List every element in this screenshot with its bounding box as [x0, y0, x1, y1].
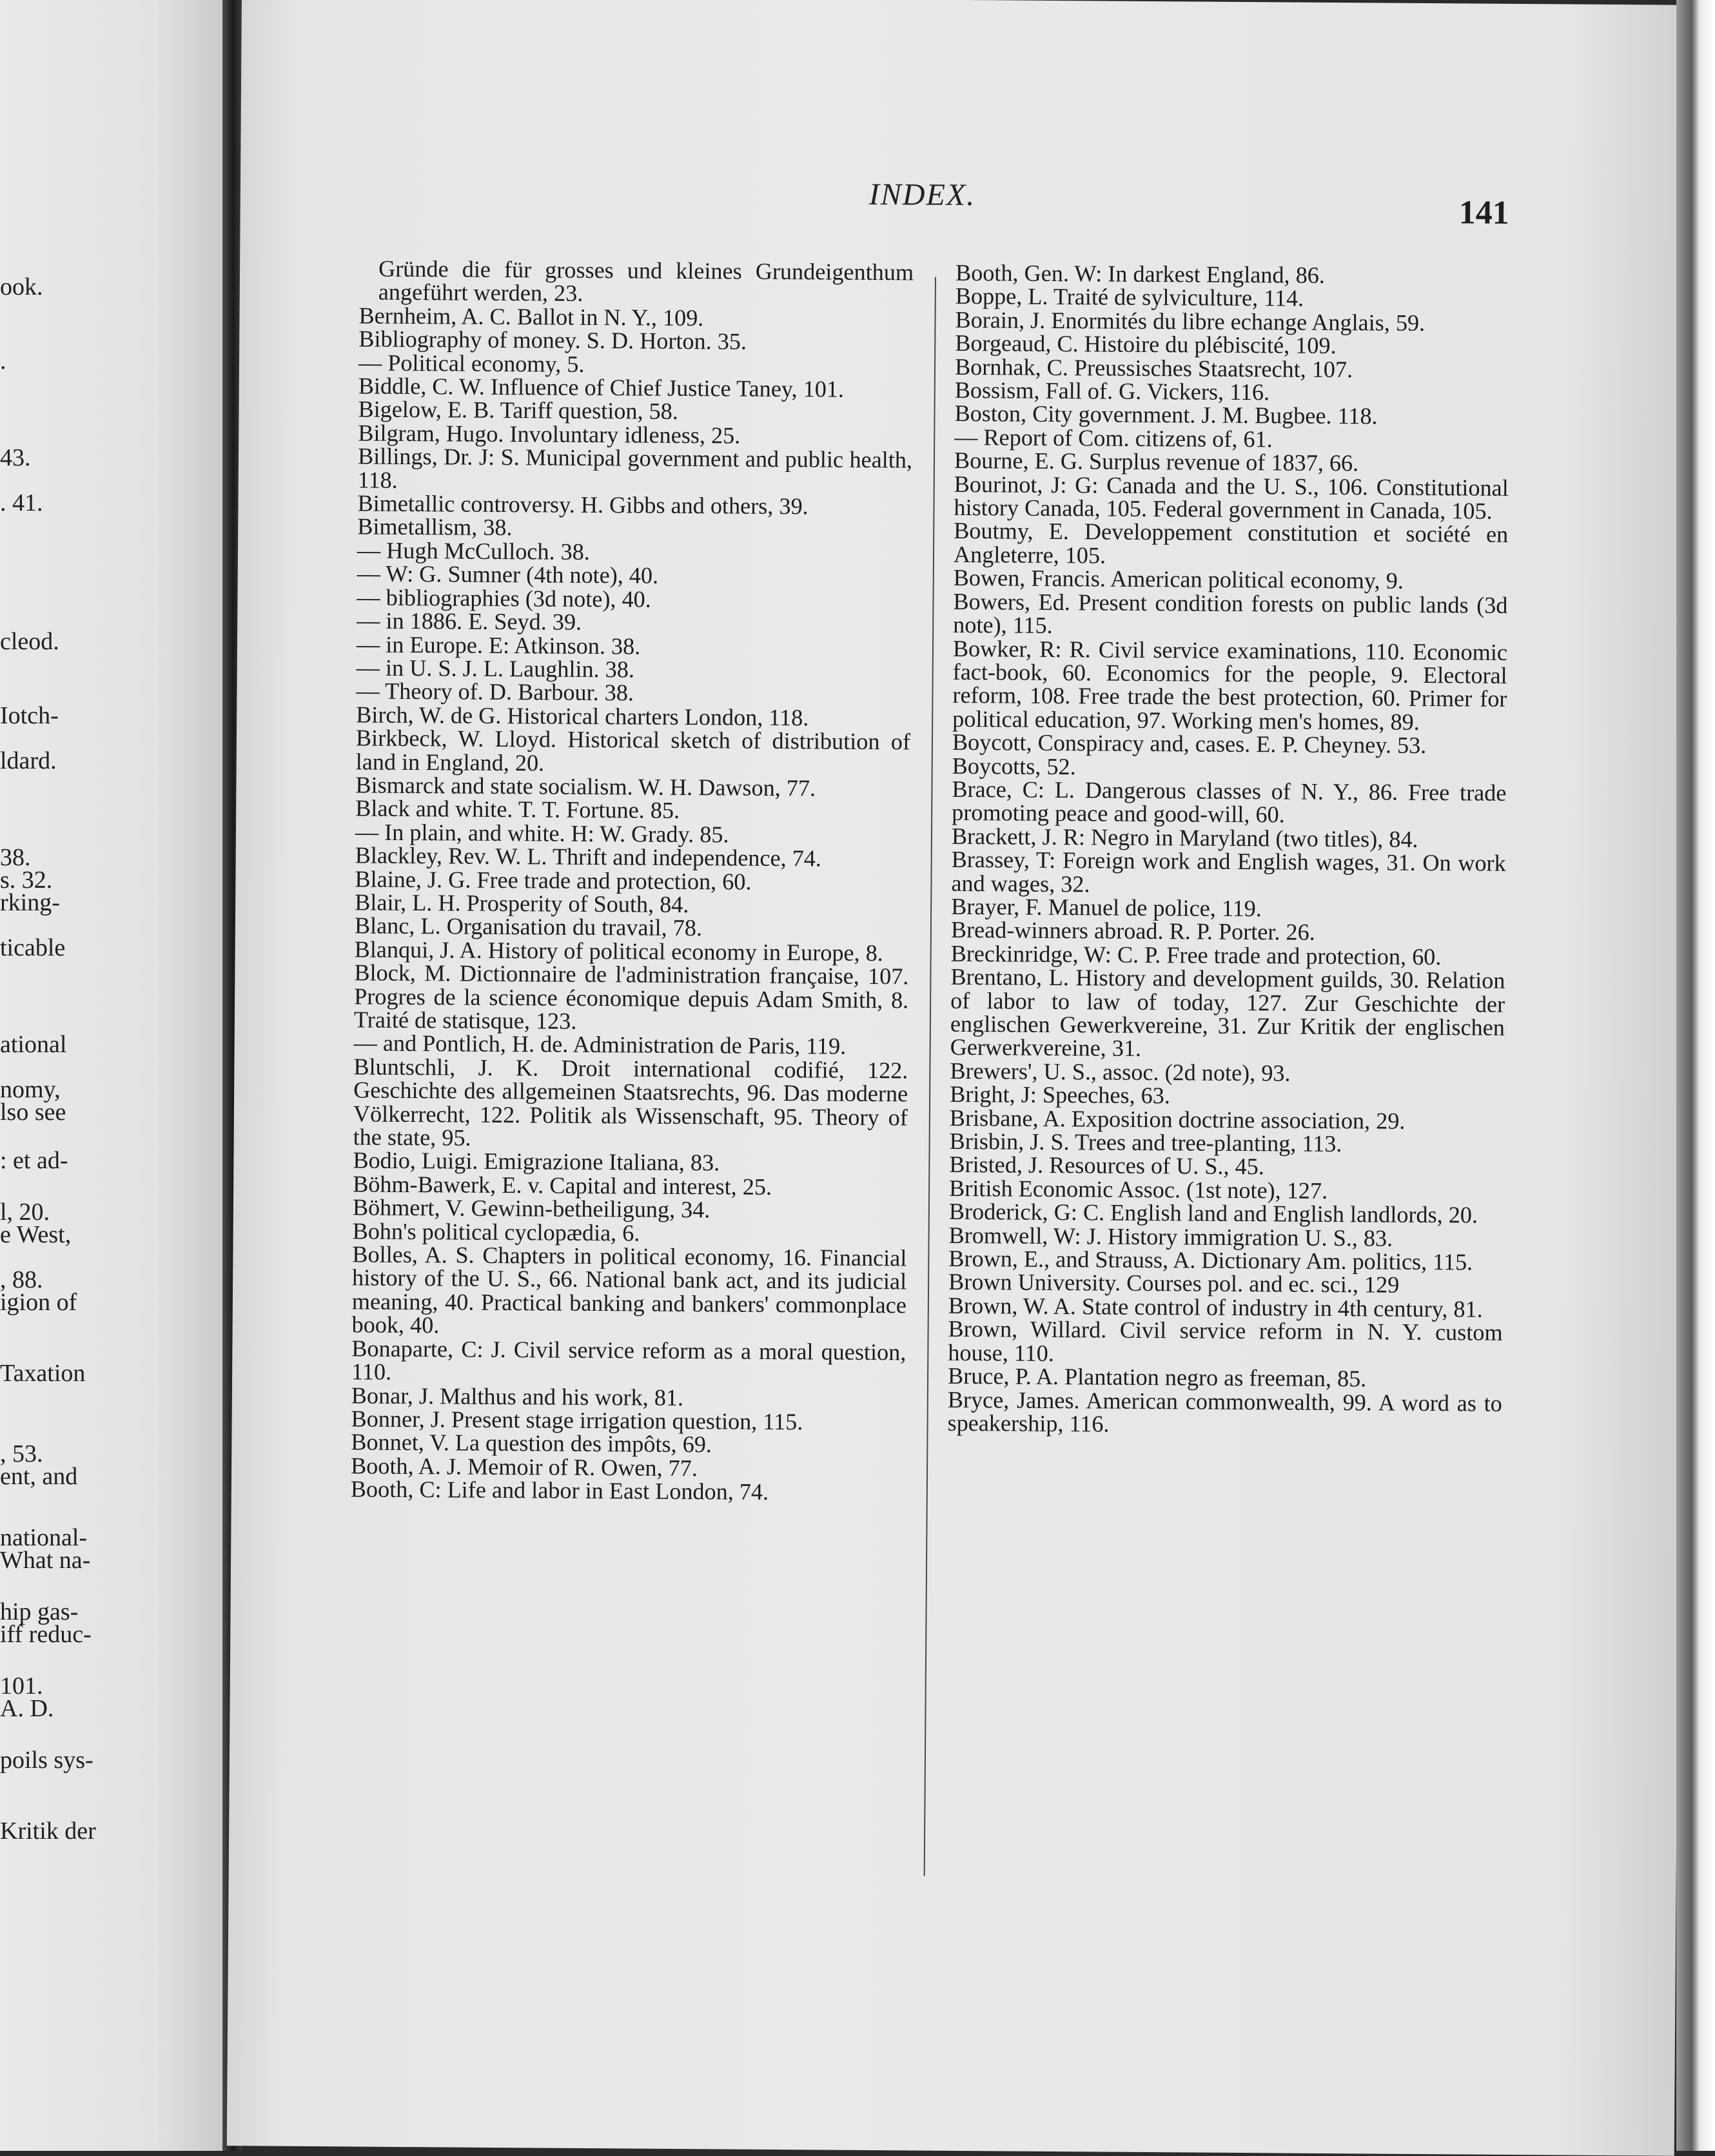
index-entry: Bodio, Luigi. Emigrazione Italiana, 83.	[353, 1147, 720, 1176]
index-entry: Bornhak, C. Preussisches Staatsrecht, 107.	[954, 353, 1353, 382]
left-page-text-fragment: 43.	[0, 444, 31, 471]
index-entry: — In plain, and white. H: W. Grady. 85.	[355, 819, 729, 848]
left-page-text-fragment: What na-	[0, 1547, 91, 1574]
index-entry: — W: G. Sumner (4th note), 40.	[357, 560, 659, 589]
index-entry: Booth, Gen. W: In darkest England, 86.	[955, 259, 1326, 288]
index-entry: Black and white. T. T. Fortune. 85.	[355, 795, 680, 824]
index-entry: — and Pontlich, H. de. Administration de Paris, 119.	[353, 1030, 847, 1060]
index-entry: Bimetallic controversy. H. Gibbs and others, 39.	[357, 490, 808, 520]
left-page-text-fragment: 38.	[0, 844, 31, 871]
index-entry: Brewers', U. S., assoc. (2d note), 93.	[950, 1057, 1291, 1086]
left-page-text-fragment: s. 32.	[0, 867, 53, 894]
index-entry: Brown University. Courses pol. and ec. sci., 129	[948, 1269, 1400, 1298]
index-entry: Billings, Dr. J: S. Municipal government and public health, 118.	[357, 443, 913, 493]
index-column-left	[351, 257, 914, 1504]
index-entry: Bossism, Fall of. G. Vickers, 116.	[954, 377, 1270, 406]
index-entry: Brown, Willard. Civil service reform in N. Y. custom house, 110.	[948, 1316, 1503, 1366]
index-entry: Bigelow, E. B. Tariff question, 58.	[358, 396, 679, 425]
left-page-text-fragment: Iotch-	[0, 702, 59, 729]
index-entry: Block, M. Dictionnaire de l'administration française, 107. Progres de la science économique depuis Adam Smith, 8. Traité de statisque, 123.	[353, 959, 909, 1034]
index-entry: Bristed, J. Resources of U. S., 45.	[949, 1152, 1265, 1180]
index-entry: Bernheim, A. C. Ballot in N. Y., 109.	[358, 302, 704, 331]
index-entry: Booth, A. J. Memoir of R. Owen, 77.	[350, 1453, 698, 1481]
index-entry: Broderick, G: C. English land and English landlords, 20.	[948, 1199, 1478, 1228]
index-entry: Bruce, P. A. Plantation negro as freeman, 85.	[947, 1362, 1367, 1392]
index-entry: Gründe die für grosses und kleines Grundeigenthum angeführt werden, 23.	[378, 255, 914, 307]
running-head: INDEX.	[868, 177, 976, 213]
left-page-text-fragment: , 88.	[0, 1266, 43, 1293]
left-page-text-fragment: igion of	[0, 1289, 77, 1316]
left-page-text-fragment: , 53.	[0, 1440, 43, 1467]
index-entry: Bimetallism, 38.	[357, 513, 513, 541]
left-page-text-fragment: e West,	[0, 1221, 72, 1248]
index-entry: Blanqui, J. A. History of political economy in Europe, 8.	[354, 936, 883, 966]
index-entry: Blaine, J. G. Free trade and protection, 60.	[355, 865, 752, 895]
index-entry: Boppe, L. Traité de sylviculture, 114.	[955, 283, 1304, 312]
index-entry: — in U. S. J. L. Laughlin. 38.	[356, 654, 635, 683]
left-page-text-fragment: 101.	[0, 1672, 43, 1700]
column-divider	[924, 277, 936, 1876]
left-page-text-fragment: ticable	[0, 934, 66, 961]
index-entry: — Political economy, 5.	[358, 349, 585, 377]
left-page-text-fragment: . 41.	[0, 489, 43, 516]
index-entry: Bohn's political cyclopædia, 6.	[352, 1218, 640, 1246]
index-entry: Bonaparte, C: J. Civil service reform as a moral question, 110.	[351, 1335, 906, 1385]
left-page-text-fragment: lso see	[0, 1099, 66, 1126]
index-entry: Bryce, James. American commonwealth, 99. A word as to speakership, 116.	[947, 1386, 1502, 1437]
index-entry: Bonnet, V. La question des impôts, 69.	[351, 1429, 712, 1458]
index-entry: Bonar, J. Malthus and his work, 81.	[351, 1382, 684, 1411]
index-entry: Brown, W. A. State control of industry in 4th century, 81.	[948, 1292, 1483, 1322]
index-entry: Boycott, Conspiracy and, cases. E. P. Cheyney. 53.	[952, 729, 1427, 759]
index-entry: Bowen, Francis. American political economy, 9.	[953, 565, 1404, 594]
index-entry: Biddle, C. W. Influence of Chief Justice Taney, 101.	[358, 373, 845, 402]
left-page-text-fragment: ook.	[0, 273, 43, 300]
index-entry: Brentano, L. History and development guilds, 30. Relation of labor to law of today, 127. Zur Geschichte der englischen Gewerkvereine, 31. Zur Kritik der englischen Gerwerkvereine, 31.	[950, 964, 1505, 1062]
index-entry: — Report of Com. citizens of, 61.	[954, 424, 1273, 453]
index-entry: Birch, W. de G. Historical charters London, 118.	[356, 701, 809, 731]
page-edge	[1676, 0, 1715, 2151]
index-entry: Blackley, Rev. W. L. Thrift and independence, 74.	[355, 842, 822, 872]
left-facing-page	[0, 0, 222, 2151]
left-page-text-fragment: Taxation	[0, 1360, 86, 1387]
index-entry: — bibliographies (3d note), 40.	[357, 584, 651, 612]
left-page-text-fragment: rking-	[0, 889, 60, 916]
index-entry: Bilgram, Hugo. Involuntary idleness, 25.	[358, 420, 741, 449]
index-entry: Brace, C: L. Dangerous classes of N. Y., 86. Free trade promoting peace and good-will, 60.	[952, 776, 1507, 828]
index-entry: Breckinridge, W: C. P. Free trade and protection, 60.	[950, 940, 1442, 970]
index-entry: Brisbin, J. S. Trees and tree-planting, 113.	[949, 1128, 1342, 1157]
index-entry: Blanc, L. Organisation du travail, 78.	[354, 912, 703, 941]
index-entry: Booth, C: Life and labor in East London, 74.	[350, 1476, 769, 1505]
index-entry: Bowker, R: R. Civil service examinations, 110. Economic fact-book, 60. Economics for the people, 9. Electoral reform, 108. Free trade the best protection, 60. Primer for political education, 97. Working men's homes, 89.	[952, 635, 1508, 735]
index-entry: British Economic Assoc. (1st note), 127.	[948, 1175, 1328, 1204]
index-entry: Borgeaud, C. Histoire du plébiscité, 109.	[955, 330, 1337, 359]
index-entry: Bluntschli, J. K. Droit international codifié, 122. Geschichte des allgemeinen Staatsrechts, 96. Das moderne Völkerrecht, 122. Politik als Wissenschaft, 95. Theory of the state, 95.	[353, 1054, 908, 1151]
index-entry: Bromwell, W: J. History immigration U. S., 83.	[948, 1222, 1393, 1251]
left-page-text-fragment: national-	[0, 1524, 88, 1551]
left-page-text-fragment: hip gas-	[0, 1598, 79, 1625]
index-entry: Bright, J: Speeches, 63.	[950, 1081, 1171, 1109]
left-page-text-fragment: : et ad-	[0, 1147, 68, 1174]
index-entry: Bismarck and state socialism. W. H. Dawson, 77.	[355, 772, 816, 801]
index-entry: — in 1886. E. Seyd. 39.	[357, 607, 582, 635]
index-entry: Böhm-Bawerk, E. v. Capital and interest, 25.	[353, 1171, 772, 1200]
index-entry: Bonner, J. Present stage irrigation question, 115.	[351, 1406, 803, 1435]
index-page	[227, 0, 1689, 2156]
index-entry: Boycotts, 52.	[952, 752, 1076, 779]
index-entry: Böhmert, V. Gewinn-betheiligung, 34.	[352, 1194, 710, 1223]
index-entry: Brisbane, A. Exposition doctrine association, 29.	[949, 1104, 1406, 1134]
index-entry: Bread-winners abroad. R. P. Porter. 26.	[950, 917, 1315, 946]
index-entry: Blair, L. H. Prosperity of South, 84.	[355, 889, 689, 918]
left-page-text-fragment: ational	[0, 1031, 67, 1058]
index-entry: Bolles, A. S. Chapters in political economy, 16. Financial history of the U. S., 66. National bank act, and its judicial meaning, 40. Practical banking and bankers' commonplace book, 40.	[351, 1241, 907, 1338]
index-entry: — Theory of. D. Barbour. 38.	[356, 678, 634, 706]
left-page-text-fragment: nomy,	[0, 1076, 61, 1103]
left-page-text-fragment: iff reduc-	[0, 1621, 92, 1648]
left-page-text-fragment: poils sys-	[0, 1747, 93, 1774]
index-entry: Brayer, F. Manuel de police, 119.	[951, 893, 1262, 922]
left-page-text-fragment: l, 20.	[0, 1199, 50, 1226]
left-page-text-fragment: cleod.	[0, 628, 59, 655]
index-entry: Boston, City government. J. M. Bugbee. 118.	[954, 400, 1378, 429]
left-page-text-fragment: A. D.	[0, 1695, 54, 1722]
index-entry: Brassey, T: Foreign work and English wages, 31. On work and wages, 32.	[951, 847, 1506, 897]
left-page-text-fragment: .	[0, 348, 6, 375]
index-entry: Birkbeck, W. Lloyd. Historical sketch of distribution of land in England, 20.	[355, 725, 911, 776]
page-number: 141	[1458, 194, 1509, 231]
left-page-text-fragment: Kritik der	[0, 1818, 96, 1845]
left-page-text-fragment: ldard.	[0, 747, 57, 774]
index-entry: — Hugh McCulloch. 38.	[357, 537, 591, 565]
index-entry: — in Europe. E: Atkinson. 38.	[356, 631, 641, 660]
index-entry: Bibliography of money. S. D. Horton. 35.	[358, 326, 747, 355]
index-entry: Bowers, Ed. Present condition forests on public lands (3d note), 115.	[953, 588, 1508, 639]
left-page-text-fragment: ent, and	[0, 1463, 78, 1490]
index-column-right	[947, 261, 1510, 1438]
index-entry: Bourne, E. G. Surplus revenue of 1837, 66.	[954, 447, 1359, 476]
index-entry: Boutmy, E. Developpement constitution et société en Angleterre, 105.	[953, 518, 1509, 569]
index-entry: Brackett, J. R: Negro in Maryland (two titles), 84.	[951, 823, 1418, 852]
index-entry: Brown, E., and Strauss, A. Dictionary Am. politics, 115.	[948, 1245, 1473, 1275]
index-entry: Borain, J. Enormités du libre echange Anglais, 59.	[955, 306, 1426, 336]
index-entry: Bourinot, J: G: Canada and the U. S., 106. Constitutional history Canada, 105. Federal government in Canada, 105.	[954, 471, 1509, 524]
